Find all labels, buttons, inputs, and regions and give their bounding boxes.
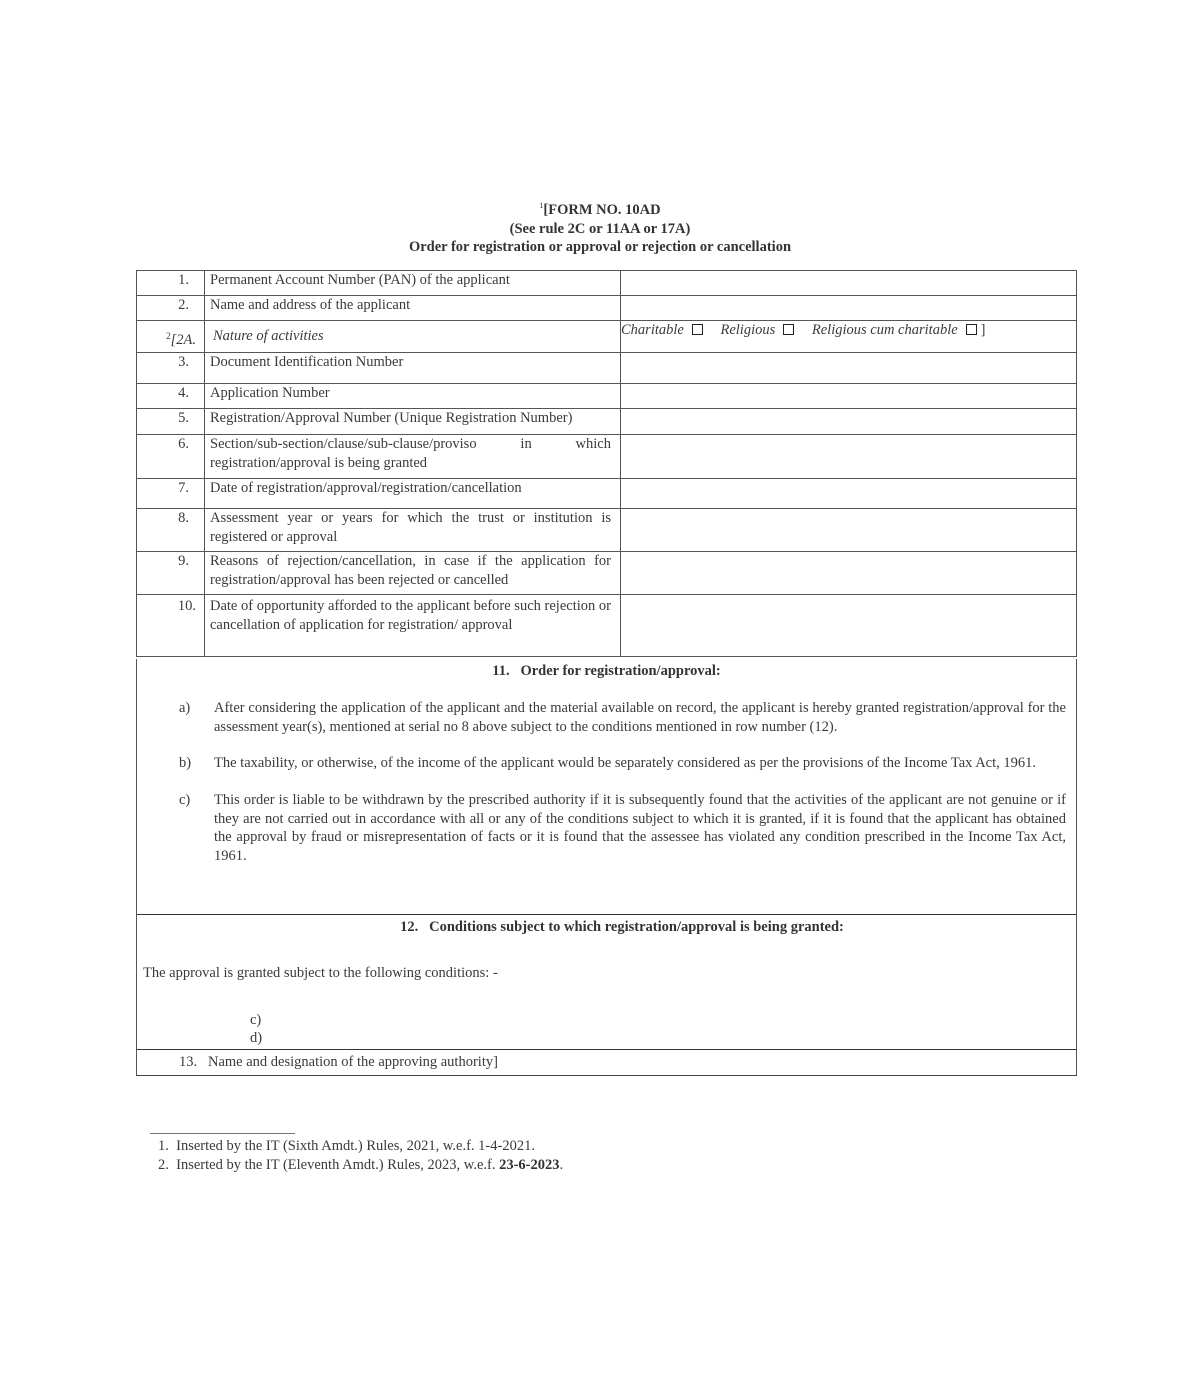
footnote-divider (150, 1133, 295, 1134)
section-title: 12. Conditions subject to which registration/approval is being granted: (400, 919, 844, 935)
effective-date: 23-6-2023 (499, 1157, 560, 1173)
table-row (137, 384, 1077, 409)
row-number: 8. (137, 509, 205, 552)
reasons-field[interactable] (621, 552, 1077, 595)
row-label: Section/sub-section/clause/sub-clause/proviso in which registration/approval is being granted (205, 435, 621, 479)
item-text: This order is liable to be withdrawn by the prescribed authority if it is subsequently found that the activities of the applicant are not genuine or if they are not carried out in accordance with all or any of the conditions subject to which it is granted, if it is found that the applicant has obtained the approval by fraud or misrepresentation of facts or it is found that the assessee has violated any condition prescribed in the Income Tax Act, 1961. (214, 792, 1066, 864)
nature-of-activities-options: Charitable Religious Religious cum charitable ] (621, 321, 1077, 353)
condition-item: d) (250, 1030, 263, 1046)
row-number: 10. (137, 595, 205, 657)
item-text: The taxability, or otherwise, of the income of the applicant would be separately considered as per the provisions of the Income Tax Act, 1961. (214, 755, 1037, 771)
religious-checkbox[interactable] (783, 324, 794, 335)
details-table-part3 (136, 383, 1077, 657)
form-subtitle: Order for registration or approval or rejection or cancellation (408, 239, 792, 255)
row-label: Assessment year or years for which the trust or institution is registered or approval (205, 509, 621, 552)
row-number: 7. (137, 479, 205, 509)
date-field[interactable] (621, 479, 1077, 509)
row-label: Registration/Approval Number (Unique Registration Number) (205, 409, 621, 435)
details-table-part1 (136, 270, 1077, 321)
registration-number-field[interactable] (621, 409, 1077, 435)
conditions-intro: The approval is granted subject to the following conditions: - (143, 965, 498, 981)
row-number: 9. (137, 552, 205, 595)
row-number: 4. (137, 384, 205, 409)
item-text: After considering the application of the applicant and the material available on record, the applicant is hereby granted registration/approval for the assessment year(s), mentioned at serial no 8 above subject to the conditions mentioned in row number (12). (214, 700, 1066, 735)
table-row (137, 509, 1077, 552)
row-label: Document Identification Number (205, 353, 621, 384)
table-row (137, 296, 1077, 321)
row-label: Permanent Account Number (PAN) of the applicant (205, 271, 621, 296)
row-label: Application Number (205, 384, 621, 409)
footnote-1: 1. Inserted by the IT (Sixth Amdt.) Rules, 2021, w.e.f. 1-4-2021. (158, 1138, 535, 1154)
row-number: 3. (137, 353, 205, 384)
row-label: Nature of activities (205, 321, 621, 353)
row-number: 1. (137, 271, 205, 296)
table-row (137, 409, 1077, 435)
table-row (137, 353, 1077, 384)
pan-field[interactable] (621, 271, 1077, 296)
item-marker: b) (179, 755, 192, 771)
approving-authority-label: 13. Name and designation of the approving authority] (179, 1054, 498, 1070)
document-identification-field[interactable] (621, 353, 1077, 384)
form-header (0, 197, 1190, 257)
option-religious-label: Religious (720, 322, 776, 338)
details-table-part2 (136, 320, 1077, 384)
opportunity-date-field[interactable] (621, 595, 1077, 657)
footnote-2: 2. Inserted by the IT (Eleventh Amdt.) Rules, 2023, w.e.f. 23-6-2023. (158, 1157, 564, 1173)
row-label: Date of registration/approval/registration/cancellation (205, 479, 621, 509)
rule-reference: (See rule 2C or 11AA or 17A) (509, 220, 691, 237)
table-row (137, 435, 1077, 479)
option-charitable-label: Charitable (621, 322, 684, 338)
charitable-checkbox[interactable] (692, 324, 703, 335)
row-number: 2. (137, 296, 205, 321)
assessment-year-field[interactable] (621, 509, 1077, 552)
table-row (137, 321, 1077, 353)
section-conditions (136, 914, 1077, 1050)
table-row (137, 552, 1077, 595)
section-field[interactable] (621, 435, 1077, 479)
table-row (137, 271, 1077, 296)
form-title: $^1$[FORM NO. 10AD (539, 201, 661, 218)
item-marker: c) (179, 792, 191, 808)
row-label: Name and address of the applicant (205, 296, 621, 321)
application-number-field[interactable] (621, 384, 1077, 409)
option-religious-cum-charitable-label: Religious cum charitable (811, 322, 958, 338)
row-number: $^2$[2A. (137, 321, 205, 353)
table-row (137, 479, 1077, 509)
row-label: Reasons of rejection/cancellation, in case if the application for registration/approval has been rejected or cancelled (205, 552, 621, 595)
religious-cum-charitable-checkbox[interactable] (966, 324, 977, 335)
table-row (137, 595, 1077, 657)
footnotes (158, 1137, 563, 1175)
row-number: 6. (137, 435, 205, 479)
row-number: 5. (137, 409, 205, 435)
condition-item: c) (250, 1012, 262, 1028)
footnote-marker-1: 1 (539, 201, 544, 210)
section-title: 11. Order for registration/approval: (492, 663, 721, 679)
name-address-field[interactable] (621, 296, 1077, 321)
section-approving-authority (136, 1050, 1077, 1076)
item-marker: a) (179, 700, 191, 716)
section-order (136, 659, 1077, 915)
row-label: Date of opportunity afforded to the applicant before such rejection or cancellation of application for registration/ approval (205, 595, 621, 657)
